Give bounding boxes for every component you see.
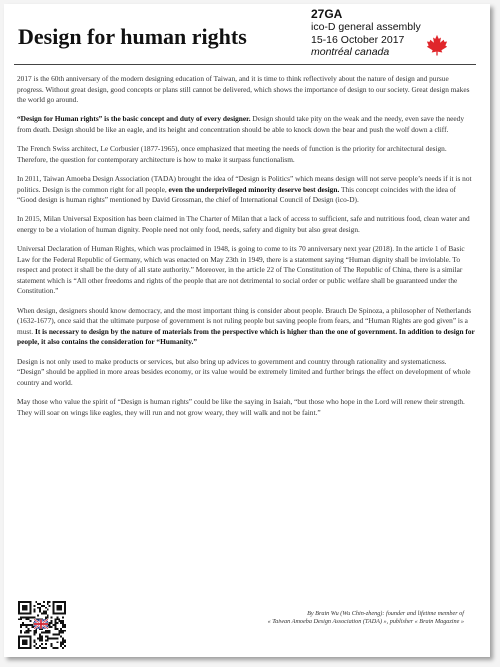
event-location: montréal canada	[311, 46, 390, 58]
body-paragraph	[17, 74, 475, 106]
header-divider	[14, 64, 476, 65]
event-code: 27GA	[311, 7, 343, 21]
paragraph-text: May those who value the spirit of “Design is human rights” could be like the saying in Isaiah, “but those who hope in the Lord will renew their strength. They will soar on wings like eagles, they will run and not grow weary, they will walk and not be faint.”	[17, 397, 465, 417]
body-paragraph	[17, 174, 475, 206]
paragraph-text: In 2015, Milan Universal Exposition has been claimed in The Charter of Milan that a lack of access to sufficient, safe and nutritious food, clean water and energy to be a violation of human dignity. People need not only food, needs, safety and dignity but also great design.	[17, 214, 470, 234]
body-paragraph	[17, 144, 475, 165]
document-page	[4, 4, 490, 657]
credit-line-1: By Brain Wu (Wu Chin-zheng): founder and lifetime member of	[307, 610, 464, 617]
event-name: ico-D general assembly	[311, 21, 421, 33]
body-paragraph	[17, 114, 475, 135]
article-body	[17, 74, 475, 427]
paragraph-text: 2017 is the 60th anniversary of the modern designing education of Taiwan, and it is time to think reflectively about the nature of design and pursue progress. Without great design, good concepts or plans still cannot be delivered, which shows the importance of design to our society. Great design makes the world go around.	[17, 74, 470, 105]
emphasis-text: even the underprivileged minority deserve best design.	[168, 184, 340, 194]
paragraph-text: The French Swiss architect, Le Corbusier (1877-1965), once emphasized that meeting the needs of function is the priority for architectural design. Therefore, the question for contemporary architecture is how to make it surpass functionalism.	[17, 144, 447, 164]
paragraph-text: Universal Declaration of Human Rights, which was proclaimed in 1948, is going to come to its 70 anniversary next year (2018). In the article 1 of Basic Law for the Federal Republic of Germany, which was enacted on May 23th in 1949, there is a statement saying “Human dignity shall be inviolable. To respect and protect it shall be the duty of all state authority.” Moreover, in the article 22 of The Constitution of The Republic of China, there is a similar statement which is “All other freedoms and rights of the people that are not detrimental to social order or public welfare shall be guaranteed under the Constitution.”	[17, 244, 465, 296]
page-title: Design for human rights	[18, 24, 247, 49]
body-paragraph	[17, 306, 475, 348]
uk-flag-icon	[34, 618, 48, 630]
emphasis-text: It is necessary to design by the nature of materials from the perspective which is higher than the one of government. In addition to design for people, it also contains the consideration for “Humanity.”	[17, 326, 475, 347]
paragraph-text: Design should take pity on the weak and the needy, even save the needy from death. Design should be like an eagle, and its height and concentration should be able to knock down the bear and push the wolf down a cliff.	[17, 114, 465, 134]
author-credit	[174, 610, 464, 627]
body-paragraph	[17, 397, 475, 418]
body-paragraph	[17, 214, 475, 235]
event-dates: 15-16 October 2017	[311, 33, 405, 46]
page-header	[4, 4, 490, 64]
body-paragraph	[17, 357, 475, 389]
emphasis-text: “Design for Human rights” is the basic concept and duty of every designer.	[17, 114, 251, 124]
paragraph-text: When design, designers should know democracy, and the most important thing is consider about people. Brauch De Spinoza, a philosopher of Netherlands (1632-1677), once said that the ultimate purpose of government is not ruling people but saving people from fears, and “Human Rights are god given” is a must.	[17, 305, 472, 336]
credit-line-2: « Taiwan Amoeba Design Association (TADA) », publisher « Brain Magazine »	[267, 618, 464, 626]
paragraph-text: Design is not only used to make products or services, but also bring up advices to government and country through rationality and systematicness. “Design” should be applied in more areas besides economy, or its value would be extremely limited and further brings the effect on development of whole country and world.	[17, 356, 471, 387]
paragraph-text: In 2011, Taiwan Amoeba Design Association (TADA) brought the idea of “Design is Politics” which means design will not serve people’s needs if it is not politics. Design is the common right for all people,	[17, 173, 472, 194]
paragraph-text: This concept coincides with the idea of “Good design is human rights” mentioned by David Grossman, the chief of International Council of Design (ico-D).	[17, 184, 456, 205]
body-paragraph	[17, 244, 475, 297]
maple-leaf-icon	[426, 34, 448, 56]
